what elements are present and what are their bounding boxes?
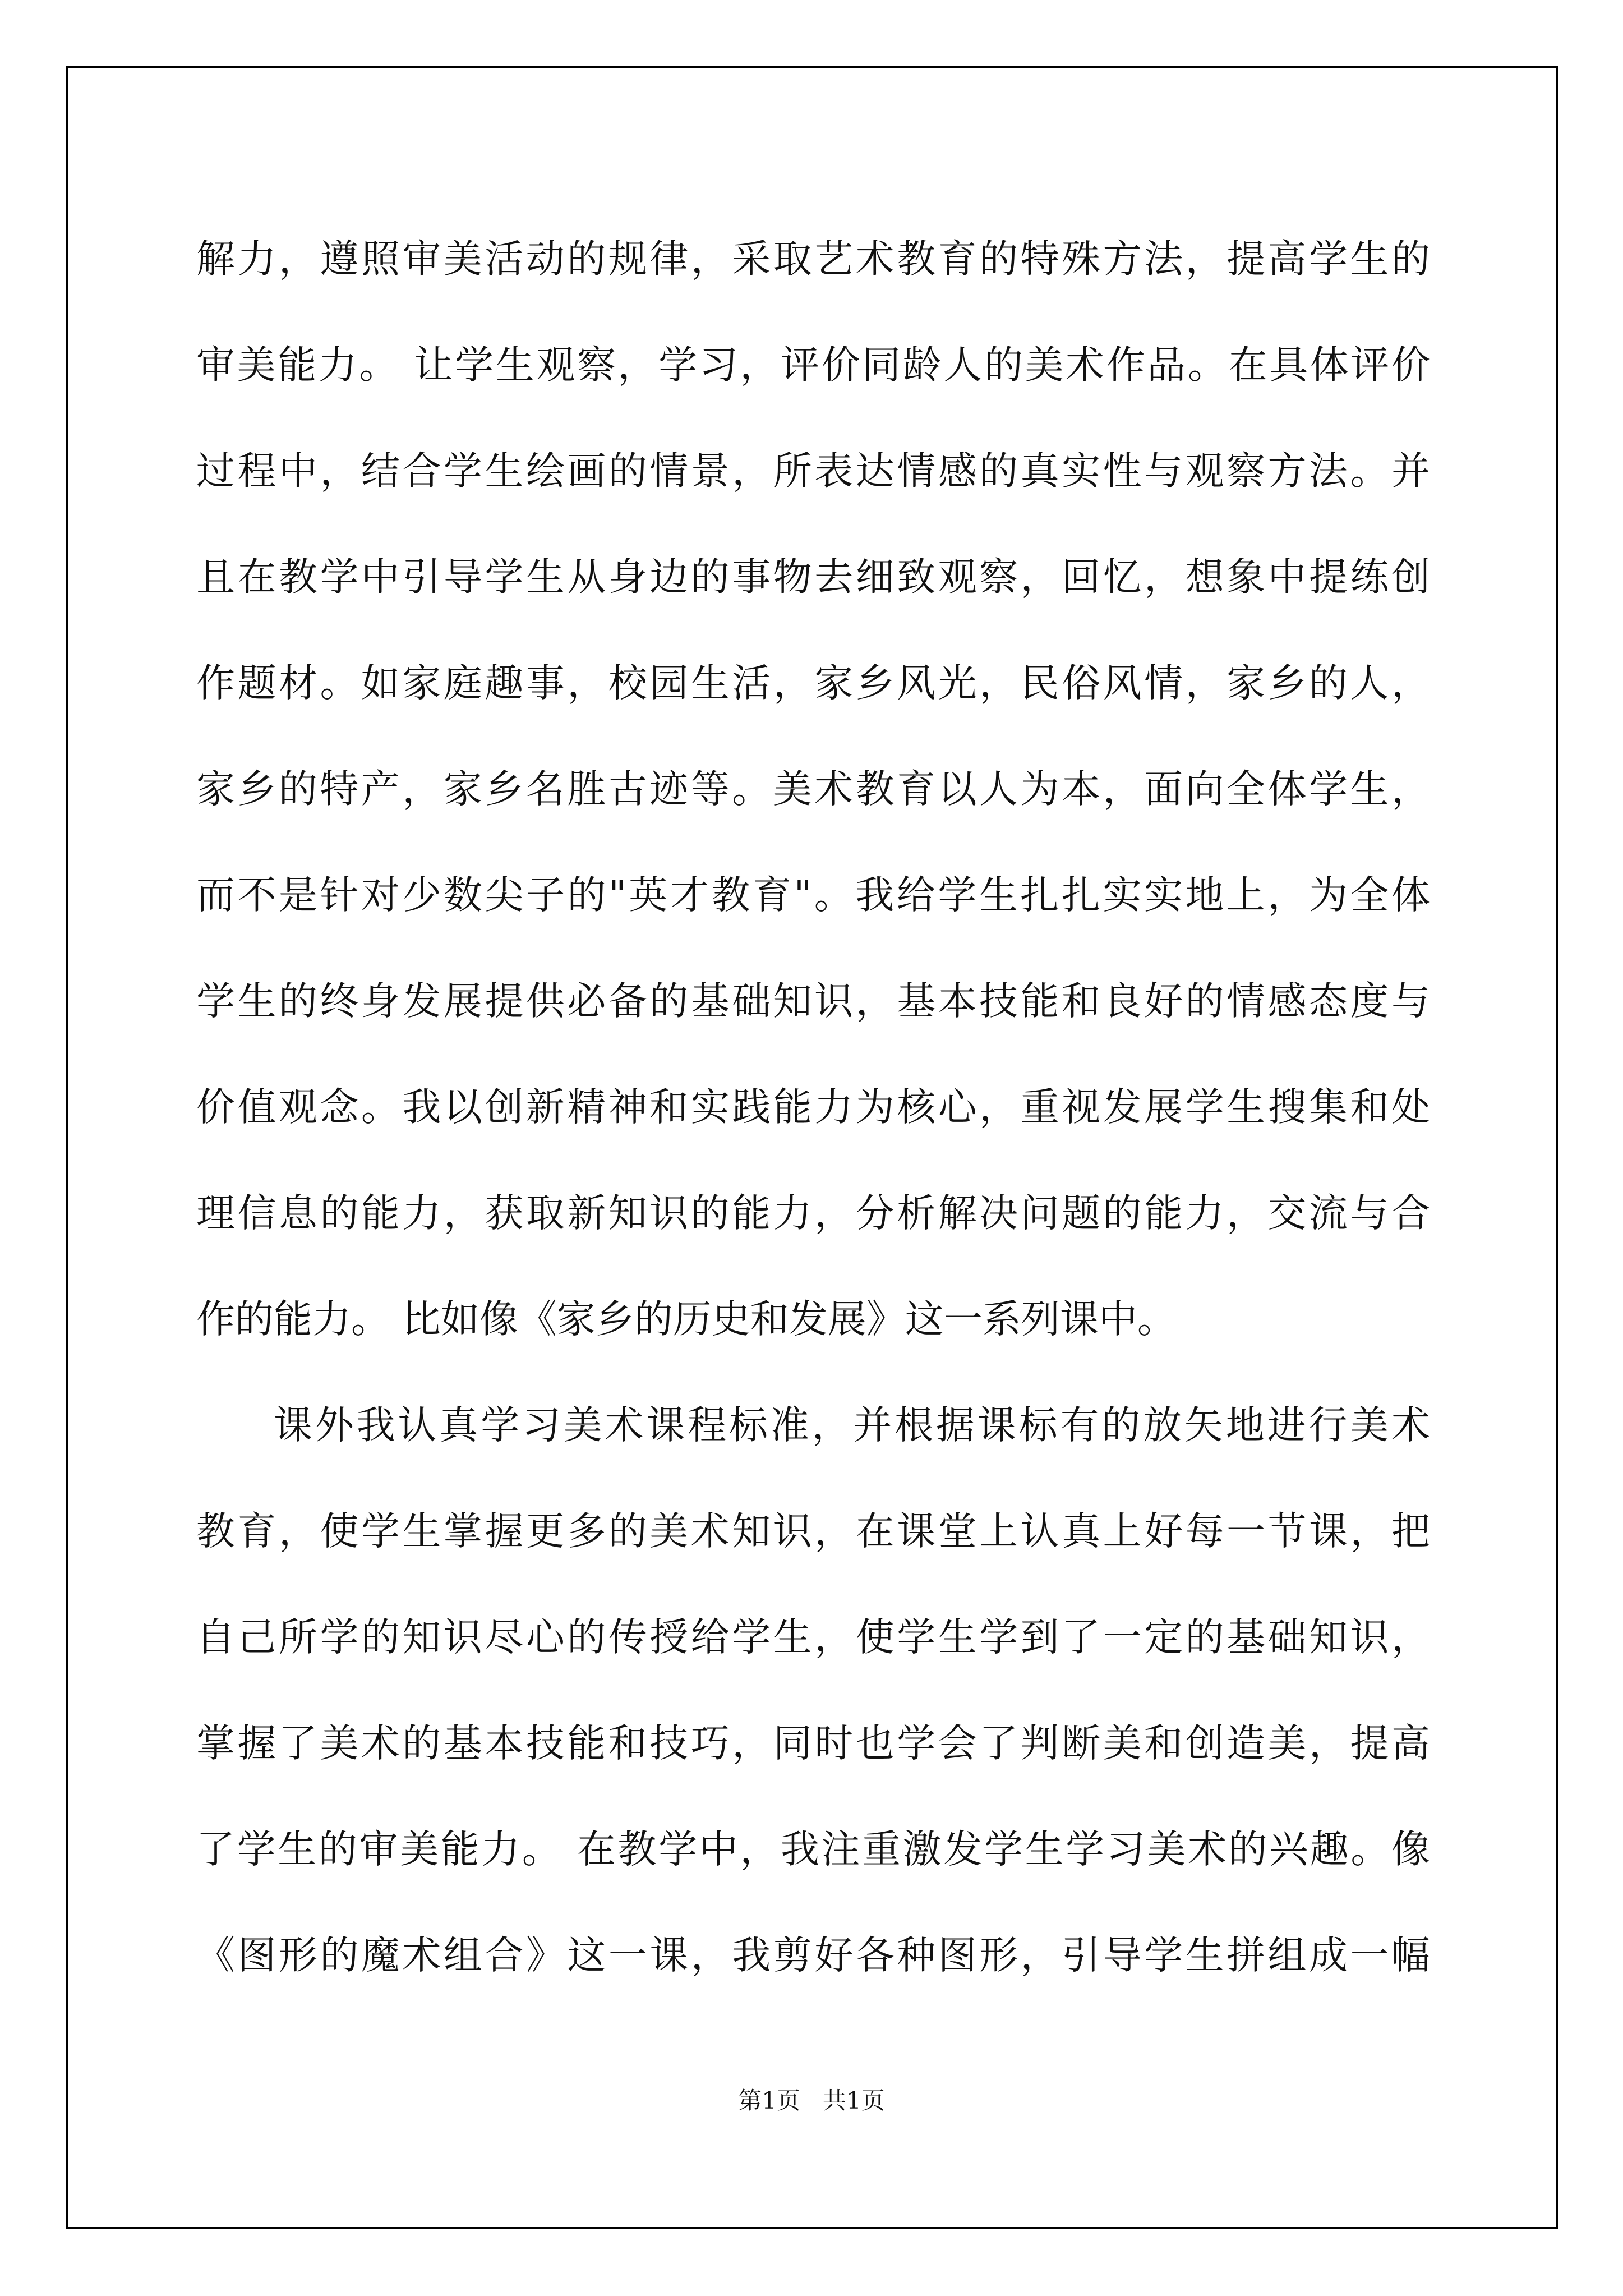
text-line: 解力，遵照审美活动的规律，采取艺术教育的特殊方法，提高学生的 [196,237,1430,282]
text-line: 过程中，结合学生绘画的情景，所表达情感的真实性与观察方法。并 [196,449,1430,494]
text-line: 了学生的审美能力。 在教学中，我注重激发学生学习美术的兴趣。像 [196,1827,1430,1872]
text-line: 学生的终身发展提供必备的基础知识，基本技能和良好的情感态度与 [196,979,1430,1024]
text-line-paragraph-end: 作的能力。 比如像《家乡的历史和发展》这一系列课中。 [196,1297,1176,1342]
text-line: 自己所学的知识尽心的传授给学生，使学生学到了一定的基础知识， [196,1615,1430,1660]
text-line: 家乡的特产，家乡名胜古迹等。美术教育以人为本，面向全体学生， [196,767,1430,812]
text-line: 《图形的魔术组合》这一课，我剪好各种图形，引导学生拼组成一幅 [196,1933,1430,1978]
text-line: 作题材。如家庭趣事，校园生活，家乡风光，民俗风情，家乡的人， [196,661,1430,706]
text-line: 审美能力。 让学生观察，学习，评价同龄人的美术作品。在具体评价 [196,343,1430,388]
text-line: 教育，使学生掌握更多的美术知识，在课堂上认真上好每一节课，把 [196,1509,1430,1554]
document-body [196,206,1430,2009]
text-line: 而不是针对少数尖子的"英才教育"。我给学生扎扎实实地上，为全体 [196,873,1430,918]
page-total: 共1页 [823,2087,885,2114]
text-line: 掌握了美术的基本技能和技巧，同时也学会了判断美和创造美，提高 [196,1721,1430,1766]
page-footer [0,2082,1623,2116]
page-number: 第1页 [738,2087,800,2114]
text-line-paragraph-start: 课外我认真学习美术课程标准，并根据课标有的放矢地进行美术 [274,1403,1430,1448]
text-line: 价值观念。我以创新精神和实践能力为核心，重视发展学生搜集和处 [196,1085,1430,1130]
text-line: 理信息的能力，获取新知识的能力，分析解决问题的能力，交流与合 [196,1191,1430,1236]
text-line: 且在教学中引导学生从身边的事物去细致观察，回忆，想象中提练创 [196,555,1430,600]
